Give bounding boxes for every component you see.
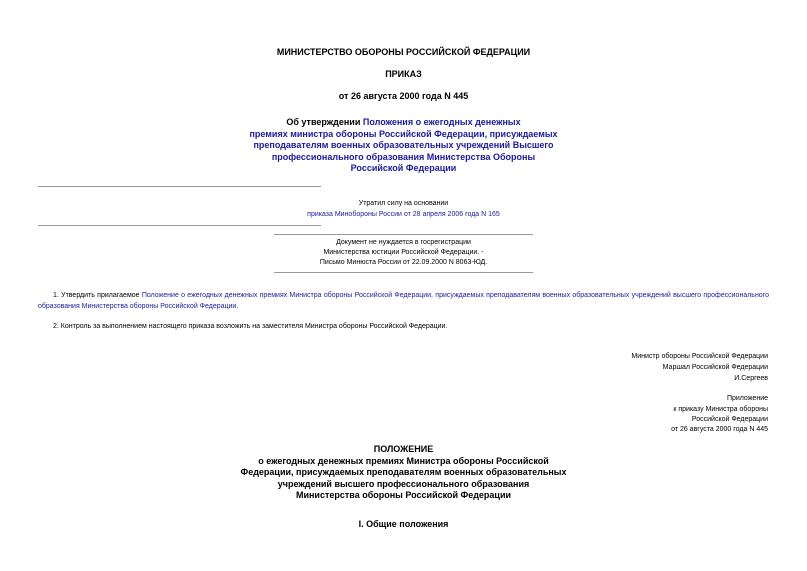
signature-line-1: Министр обороны Российской Федерации	[631, 353, 768, 360]
appendix-line-4: от 26 августа 2000 года N 445	[671, 426, 768, 433]
repeal-order-link[interactable]: приказа Минобороны России от 28 апреля 2006 года N 165	[307, 211, 500, 218]
document-title	[0, 117, 807, 175]
date-number-heading: от 26 августа 2000 года N 445	[338, 91, 469, 101]
appendix-line-2: к приказу Министра обороны	[673, 406, 768, 413]
section-1-heading: I. Общие положения	[358, 519, 449, 529]
signature-line-3: И.Сергеев	[734, 375, 768, 382]
paragraph-1-prefix: 1. Утвердить прилагаемое	[53, 292, 142, 299]
paragraph-1-suffix: .	[236, 303, 239, 310]
title-prefix: Об утверждении	[286, 117, 363, 127]
regulation-heading-block	[0, 444, 807, 502]
divider-left-top	[38, 186, 321, 187]
signature-line-2: Маршал Российской Федерации	[662, 364, 768, 371]
title-line-1	[0, 117, 807, 129]
title-link-part-3[interactable]: преподавателям военных образовательных учреждений Высшего	[253, 140, 554, 150]
regulation-line-2: Федерации, присуждаемых преподавателям военных образовательных	[240, 467, 567, 477]
title-link-part-4[interactable]: профессионального образования Министерства Обороны	[271, 151, 536, 162]
appendix-line-1: Приложение	[726, 395, 768, 402]
ministry-heading: МИНИСТЕРСТВО ОБОРОНЫ РОССИЙСКОЙ ФЕДЕРАЦИИ	[276, 47, 531, 57]
regulation-link[interactable]: Положение о ежегодных денежных премиях Министра обороны Российской Федерации, присуждаемых преподавателям военных образовательных учреждений высшего профессионального образования Министерства обороны Российской Федерации	[38, 292, 769, 310]
doc-type-heading: ПРИКАЗ	[385, 69, 422, 79]
appendix-line-3: Российской Федерации	[691, 416, 768, 423]
registration-line-3: Письмо Минюста России от 22.09.2000 N 8063-ЮД.	[319, 259, 488, 266]
title-link-part-5[interactable]: Российской Федерации	[350, 163, 457, 173]
paragraph-1	[38, 290, 769, 312]
divider-registration-bottom	[274, 272, 533, 273]
paragraph-2: 2. Контроль за выполнением настоящего приказа возложить на заместителя Министра обороны Российской Федерации.	[53, 323, 448, 330]
status-note: Утратил силу на основании	[358, 200, 449, 207]
title-link-part-1[interactable]: Положения о ежегодных денежных	[362, 117, 521, 127]
regulation-line-1: о ежегодных денежных премиях Министра обороны Российской	[258, 455, 549, 466]
regulation-line-3: учреждений высшего профессионального образования	[277, 478, 530, 489]
divider-registration-top	[274, 234, 533, 235]
registration-line-2: Министерства юстиции Российской Федерации. -	[323, 249, 484, 256]
title-link-part-2[interactable]: премиях министра обороны Российской Федерации, присуждаемых	[249, 128, 558, 139]
registration-line-1: Документ не нуждается в госрегистрации	[336, 239, 471, 246]
regulation-heading: ПОЛОЖЕНИЕ	[373, 444, 434, 454]
regulation-line-4: Министерства обороны Российской Федерации	[295, 490, 512, 500]
divider-left-bottom	[38, 225, 321, 226]
